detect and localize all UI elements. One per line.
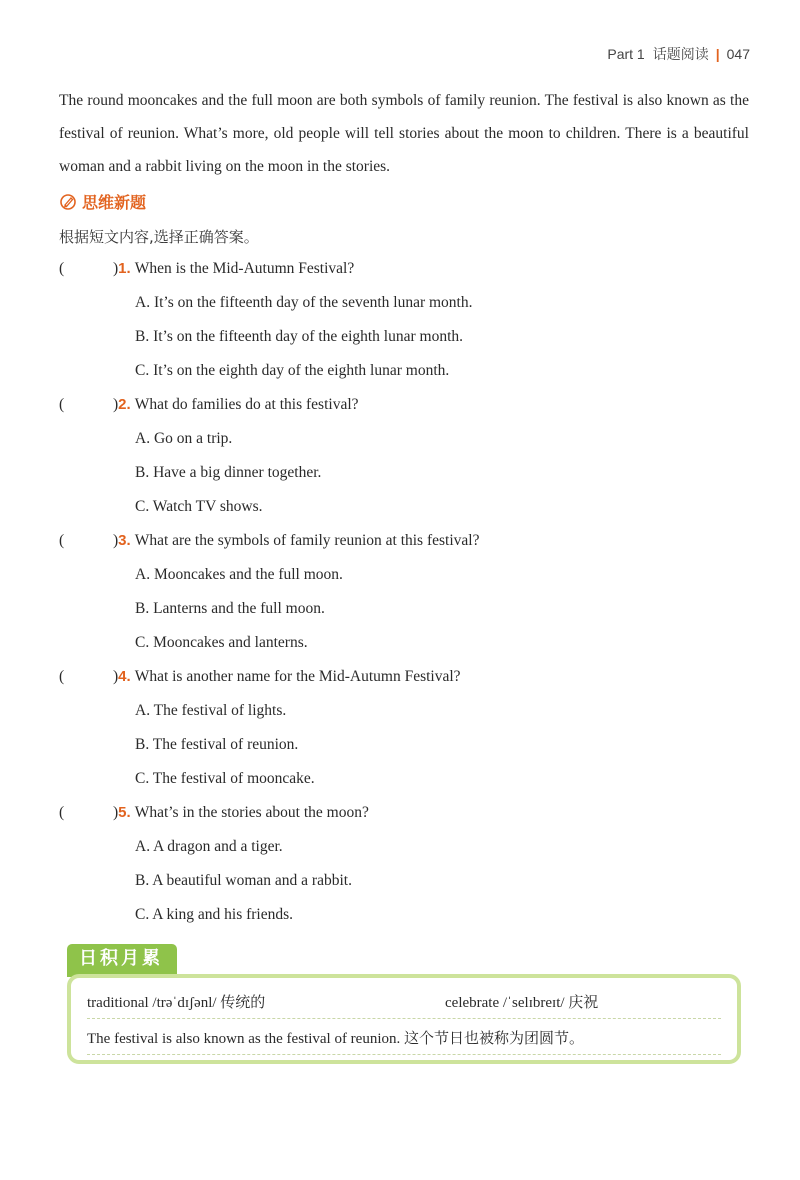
instruction: 根据短文内容,选择正确答案。	[59, 228, 259, 246]
question-list	[59, 252, 749, 932]
option-a[interactable]: A. Mooncakes and the full moon.	[135, 566, 343, 583]
question-2: ( ) 2. What do families do at this festival? A. Go on a trip. B. Have a big dinner together. C. Watch TV shows.	[59, 388, 749, 524]
header-separator: |	[715, 46, 720, 62]
lightbulb-pencil-icon	[59, 193, 77, 211]
option-a[interactable]: A. A dragon and a tiger.	[135, 838, 283, 855]
option-b[interactable]: B. It’s on the fifteenth day of the eighth lunar month.	[135, 328, 464, 345]
option-a[interactable]: A. The festival of lights.	[135, 702, 287, 719]
answer-blank[interactable]: (	[59, 532, 65, 549]
question-1: ( ) 1. When is the Mid-Autumn Festival? A. It’s on the fifteenth day of the seventh lunar month. B. It’s on the fifteenth day of the eighth lunar month. C. It’s on the eighth day of the eighth lunar month.	[59, 252, 749, 388]
sentence-row	[87, 1022, 721, 1055]
notes-title-tab: 日积月累	[67, 944, 177, 977]
page-number: 047	[726, 46, 750, 62]
reading-passage: The round mooncakes and the full moon are both symbols of family reunion. The festival is also known as the festival of reunion. What’s more, old people will tell stories about the moon to children. There is a beautiful woman and a rabbit living on the moon in the stories.	[59, 92, 749, 175]
option-a[interactable]: A. It’s on the fifteenth day of the seventh lunar month.	[135, 294, 473, 311]
question-text: When is the Mid-Autumn Festival?	[134, 260, 355, 277]
question-4: ( ) 4. What is another name for the Mid-Autumn Festival? A. The festival of lights. B. The festival of reunion. C. The festival of mooncake.	[59, 660, 749, 796]
section-label: 话题阅读	[652, 46, 709, 62]
page-header	[607, 44, 750, 64]
question-text: What is another name for the Mid-Autumn Festival?	[134, 668, 461, 685]
question-text: What are the symbols of family reunion at this festival?	[134, 532, 480, 549]
option-c[interactable]: C. Watch TV shows.	[135, 498, 263, 515]
notes-box	[67, 974, 741, 1064]
option-b[interactable]: B. A beautiful woman and a rabbit.	[135, 872, 352, 889]
part-label: Part 1	[607, 46, 645, 62]
option-b[interactable]: B. Lanterns and the full moon.	[135, 600, 325, 617]
option-c[interactable]: C. It’s on the eighth day of the eighth lunar month.	[135, 362, 450, 379]
option-b[interactable]: B. The festival of reunion.	[135, 736, 299, 753]
answer-blank[interactable]: (	[59, 396, 65, 413]
question-number: 2.	[118, 396, 131, 413]
vocab-item: traditional /trəˈdɪʃənl/ 传统的	[87, 993, 266, 1011]
question-5: ( ) 5. What’s in the stories about the moon? A. A dragon and a tiger. B. A beautiful woman and a rabbit. C. A king and his friends.	[59, 796, 749, 932]
option-b[interactable]: B. Have a big dinner together.	[135, 464, 322, 481]
sentence-chinese: 这个节日也被称为团圆节。	[404, 1029, 585, 1047]
question-text: What do families do at this festival?	[134, 396, 359, 413]
answer-blank[interactable]: (	[59, 260, 65, 277]
option-c[interactable]: C. Mooncakes and lanterns.	[135, 634, 308, 651]
vocab-row	[87, 986, 721, 1019]
answer-blank[interactable]: (	[59, 804, 65, 821]
question-number: 1.	[118, 260, 131, 277]
section-title	[59, 190, 146, 213]
question-number: 5.	[118, 804, 131, 821]
option-c[interactable]: C. The festival of mooncake.	[135, 770, 315, 787]
question-text: What’s in the stories about the moon?	[134, 804, 369, 821]
question-3: ( ) 3. What are the symbols of family reunion at this festival? A. Mooncakes and the full moon. B. Lanterns and the full moon. C. Mooncakes and lanterns.	[59, 524, 749, 660]
answer-blank[interactable]: (	[59, 668, 65, 685]
option-c[interactable]: C. A king and his friends.	[135, 906, 294, 923]
question-number: 4.	[118, 668, 131, 685]
option-a[interactable]: A. Go on a trip.	[135, 430, 233, 447]
sentence-english: The festival is also known as the festival of reunion.	[87, 1031, 401, 1047]
vocab-item: celebrate /ˈselɪbreɪt/ 庆祝	[445, 993, 599, 1011]
section-title-text: 思维新题	[82, 193, 147, 212]
question-number: 3.	[118, 532, 131, 549]
